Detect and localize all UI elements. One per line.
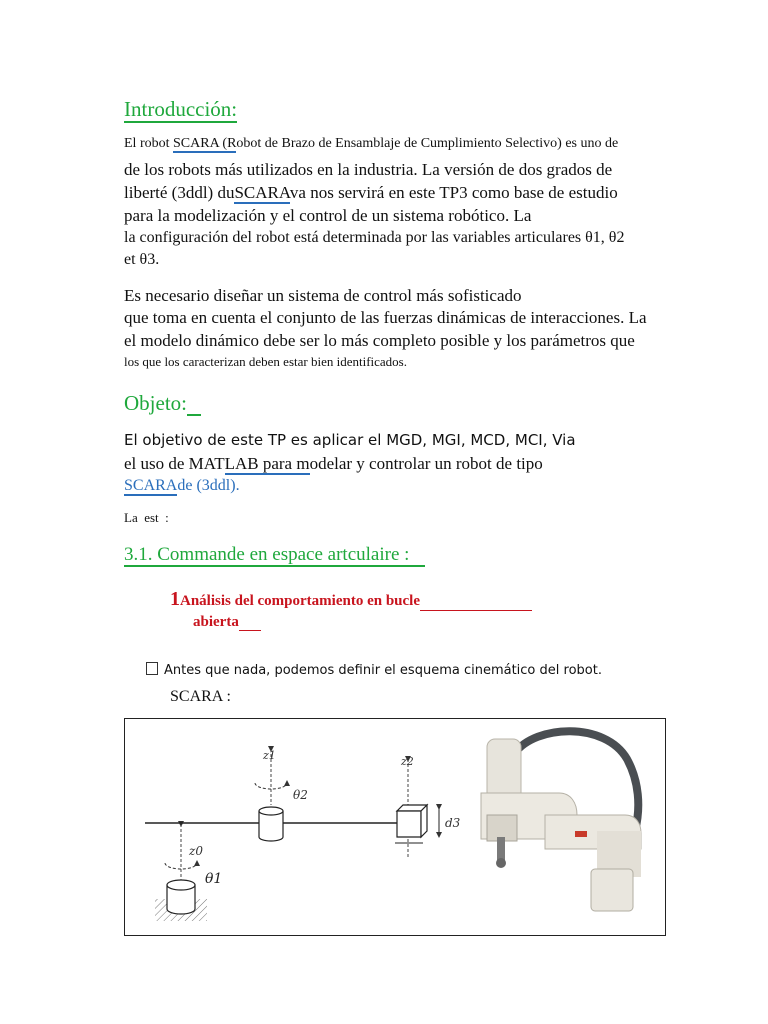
intro-line-3-scara: SCARA [234, 183, 290, 202]
intro-line-3-b: va nos servirá en este TP3 como base de estudio [289, 183, 618, 202]
subsection-1-title-2 [193, 614, 261, 631]
subsection-1-title-line-2: abierta [193, 614, 239, 630]
intro-heading-text: Introducción: [124, 97, 238, 121]
revolute-joint-2 [255, 749, 287, 841]
intro-line-4: para la modelización y el control de un sistema robótico. La [124, 206, 532, 225]
intro-line-2: de los robots más utilizados en la industria. La versión de dos grados de [124, 160, 613, 179]
prismatic-joint-3 [395, 759, 439, 859]
label-z0: z0 [189, 844, 203, 858]
intro-para2-line-1: Es necesario diseñar un sistema de control más sofisticado [124, 286, 522, 305]
objeto-line-4: La est : [124, 510, 169, 525]
intro-para2-line-2: que toma en cuenta el conjunto de las fuerzas dinámicas de interacciones. La [124, 308, 647, 327]
subsection-1-underline-2 [239, 614, 261, 631]
objeto-heading-underline [187, 394, 201, 416]
label-theta1: θ1 [205, 871, 223, 887]
label-theta2: θ2 [293, 788, 308, 802]
label-z2: z2 [401, 755, 414, 768]
bullet-line [146, 662, 602, 678]
objeto-line-3 [124, 477, 240, 495]
objeto-line-2-b: LAB para m [224, 454, 310, 473]
objeto-line-3-scara: SCARA [124, 477, 178, 494]
scara-robot-photo [481, 731, 641, 911]
subsection-1-title [170, 588, 532, 611]
objeto-heading [124, 391, 201, 416]
bullet-glyph-icon [146, 662, 158, 675]
scara-kinematic-diagram [125, 719, 665, 935]
intro-heading [124, 97, 237, 122]
intro-line-5: la configuración del robot está determinada por las variables articulares θ1, θ2 [124, 229, 625, 246]
scara-figure [124, 718, 666, 936]
subsection-1-number: 1 [170, 588, 180, 610]
objeto-line-2-c: odelar y controlar un robot de tipo [309, 454, 543, 473]
intro-line-1-a: El robot [124, 136, 173, 151]
objeto-line-2-a: el uso de MAT [124, 454, 225, 473]
subsection-1-title-line-1: Análisis del comportamiento en bucle [180, 593, 420, 609]
label-z1: z1 [263, 749, 276, 762]
intro-para2-line-3: el modelo dinámico debe ser lo más completo posible y los parámetros que [124, 331, 635, 350]
objeto-line-3-b: de (3ddl). [177, 477, 240, 494]
intro-line-1 [124, 136, 618, 152]
base-joint [155, 824, 207, 921]
objeto-line-2 [124, 454, 543, 474]
intro-line-3 [124, 183, 618, 203]
bullet-line-2: SCARA : [170, 688, 231, 705]
intro-line-3-a: liberté (3ddl) du [124, 183, 235, 202]
section-31-heading [124, 544, 425, 567]
objeto-line-1: El objetivo de este TP es aplicar el MGD, MGI, MCD, MCI, Via [124, 431, 576, 449]
section-31-heading-text: 3.1. Commande en espace artculaire : [124, 544, 410, 565]
intro-line-1-scara: SCARA (R [173, 136, 237, 151]
intro-line-1-b: obot de Brazo de Ensamblaje de Cumplimiento Selectivo) es uno de [236, 136, 619, 151]
label-d3: d3 [445, 816, 461, 830]
intro-line-6: et θ3. [124, 251, 160, 268]
intro-para2-line-4: los que los caracterizan deben estar bien identificados. [124, 354, 407, 369]
objeto-heading-text: Objeto: [124, 391, 187, 415]
subsection-1-underline-1 [420, 594, 532, 611]
section-31-heading-underline [409, 547, 425, 567]
bullet-text: Antes que nada, podemos definir el esquema cinemático del robot. [164, 663, 602, 678]
